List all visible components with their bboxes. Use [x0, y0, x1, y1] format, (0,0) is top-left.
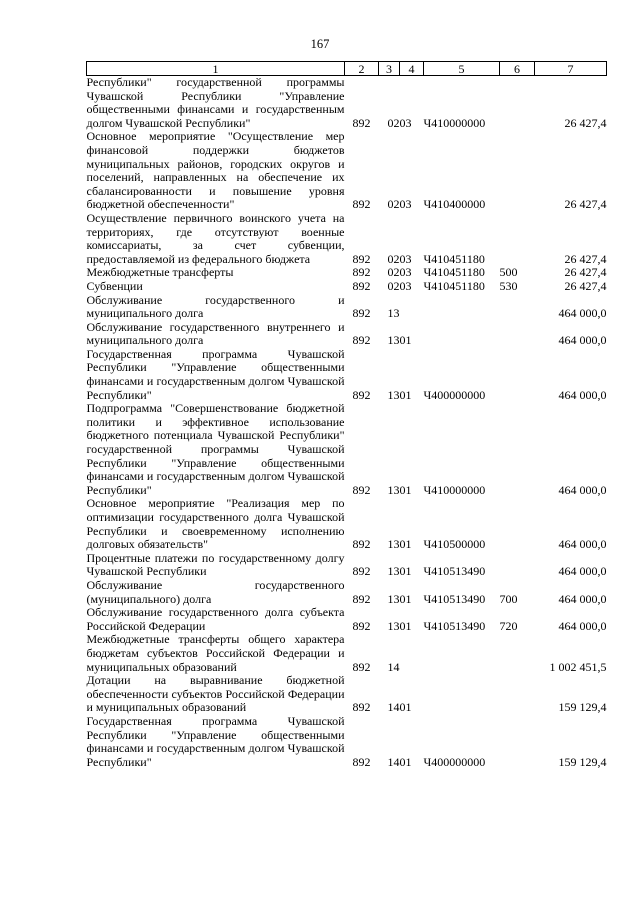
- row-amount: 464 000,0: [558, 618, 607, 633]
- row-name: Процентные платежи по государственному долгу Чувашской Республики: [86, 550, 345, 579]
- row-target-article: Ч410000000: [423, 482, 486, 497]
- row-name: Основное мероприятие "Реализация мер по оптимизации государственного долга Чувашской Республики и своевременному исполнению долговых обязательств": [86, 496, 345, 552]
- row-name: Субвенции: [86, 278, 143, 293]
- row-section-code: 13: [387, 591, 400, 606]
- header-col-1: 1: [87, 62, 345, 76]
- row-expense-type: [500, 552, 535, 579]
- table-row: [87, 606, 607, 633]
- row-subsection-code: 01: [399, 564, 412, 579]
- row-subsection-code: 03: [399, 251, 412, 266]
- row-section-code: 02: [387, 265, 400, 280]
- budget-table: [86, 61, 607, 769]
- table-row: [87, 497, 607, 551]
- header-col-4: 4: [400, 62, 424, 76]
- header-col-5: 5: [424, 62, 500, 76]
- row-target-article: [424, 294, 500, 321]
- table-row: [87, 130, 607, 212]
- row-expense-type: 720: [499, 618, 518, 633]
- row-name: Обслуживание государственного долга субъекта Российской Федерации: [86, 605, 345, 633]
- row-grbs-code: 892: [352, 306, 371, 321]
- row-subsection-code: 03: [399, 197, 412, 212]
- row-subsection-code: 01: [399, 591, 412, 606]
- header-col-3: 3: [379, 62, 400, 76]
- row-grbs-code: 892: [352, 115, 371, 130]
- table-row: [87, 402, 607, 497]
- row-target-article: Ч410400000: [423, 197, 486, 212]
- row-amount: 26 427,4: [564, 278, 607, 293]
- row-name: Дотации на выравнивание бюджетной обеспеченности субъектов Российской Федерации и муниципальных образований: [86, 673, 345, 715]
- row-target-article: [424, 633, 500, 674]
- row-expense-type: 500: [499, 265, 518, 280]
- row-name: Межбюджетные трансферты: [86, 265, 234, 280]
- row-amount: 26 427,4: [564, 265, 607, 280]
- row-expense-type: [500, 402, 535, 497]
- row-amount: 26 427,4: [564, 251, 607, 266]
- row-expense-type: [500, 633, 535, 674]
- header-col-7: 7: [535, 62, 607, 76]
- row-grbs-code: 892: [352, 537, 371, 552]
- row-amount: 464 000,0: [558, 564, 607, 579]
- table-row: [87, 321, 607, 348]
- row-grbs-code: 892: [352, 333, 371, 348]
- row-grbs-code: 892: [352, 278, 371, 293]
- row-subsection-code: 01: [399, 482, 412, 497]
- row-target-article: Ч410451180: [423, 265, 485, 280]
- header-col-6: 6: [500, 62, 535, 76]
- row-grbs-code: 892: [352, 564, 371, 579]
- row-grbs-code: 892: [352, 659, 371, 674]
- row-section-code: 14: [387, 659, 400, 674]
- row-amount: 159 129,4: [558, 700, 607, 715]
- row-section-code: 13: [387, 482, 400, 497]
- row-expense-type: [500, 212, 535, 266]
- row-amount: 464 000,0: [558, 387, 607, 402]
- row-grbs-code: 892: [352, 265, 371, 280]
- table-header-row: [87, 62, 607, 76]
- row-name: Обслуживание государственного и муниципального долга: [86, 292, 345, 321]
- row-target-article: Ч410513490: [423, 564, 486, 579]
- row-subsection-code: 01: [399, 700, 412, 715]
- table-row: [87, 76, 607, 131]
- row-section-code: 13: [387, 306, 400, 321]
- row-name: Государственная программа Чувашской Республики "Управление общественными финансами и государственным долгом Чувашской Республики": [86, 346, 345, 402]
- row-expense-type: [500, 674, 535, 715]
- row-subsection-code: 01: [399, 333, 412, 348]
- row-name: Обслуживание государственного внутреннего и муниципального долга: [86, 319, 345, 348]
- row-section-code: 13: [387, 618, 400, 633]
- row-amount: 464 000,0: [558, 333, 607, 348]
- table-row: [87, 212, 607, 266]
- row-expense-type: [500, 294, 535, 321]
- row-name: Обслуживание государственного (муниципального) долга: [86, 577, 345, 606]
- row-subsection-code: [400, 633, 424, 674]
- row-subsection-code: 01: [399, 387, 412, 402]
- row-name: Осуществление первичного воинского учета на территориях, где отсутствуют военные комиссариаты, за счет субвенции, предоставляемой из федерального бюджета: [86, 210, 345, 266]
- row-section-code: 13: [387, 537, 400, 552]
- row-grbs-code: 892: [352, 700, 371, 715]
- row-target-article: [424, 321, 500, 348]
- row-subsection-code: 03: [399, 115, 412, 130]
- row-name: Подпрограмма "Совершенствование бюджетной политики и эффективное использование бюджетного потенциала Чувашской Республики" государственной программы Чувашской Республики "Управление общественными финансами и государственным долгом Чувашской Республики": [86, 401, 345, 497]
- table-body: [87, 76, 607, 770]
- row-amount: 1 002 451,5: [549, 659, 607, 674]
- row-section-code: 13: [387, 333, 400, 348]
- row-amount: 26 427,4: [564, 197, 607, 212]
- row-grbs-code: 892: [352, 618, 371, 633]
- row-section-code: 13: [387, 564, 400, 579]
- table-row: [87, 348, 607, 402]
- row-target-article: [424, 674, 500, 715]
- row-amount: 26 427,4: [564, 115, 607, 130]
- row-section-code: 02: [387, 115, 400, 130]
- row-expense-type: [500, 348, 535, 402]
- table-row: [87, 715, 607, 769]
- row-expense-type: 700: [499, 591, 518, 606]
- row-target-article: Ч400000000: [423, 754, 486, 769]
- row-target-article: Ч410513490: [423, 591, 486, 606]
- table-row: [87, 552, 607, 579]
- page-number: 167: [310, 37, 330, 51]
- row-subsection-code: 03: [399, 265, 412, 280]
- row-section-code: 02: [387, 251, 400, 266]
- row-target-article: Ч400000000: [423, 387, 486, 402]
- header-col-2: 2: [345, 62, 379, 76]
- table-row: [87, 633, 607, 674]
- row-grbs-code: 892: [352, 754, 371, 769]
- row-grbs-code: 892: [352, 591, 371, 606]
- table-row: [87, 579, 607, 606]
- table-row: [87, 280, 607, 294]
- row-subsection-code: 01: [399, 618, 412, 633]
- row-subsection-code: 01: [399, 754, 412, 769]
- row-grbs-code: 892: [352, 197, 371, 212]
- row-target-article: Ч410500000: [423, 537, 486, 552]
- row-section-code: 02: [387, 197, 400, 212]
- row-subsection-code: 03: [399, 278, 412, 293]
- row-subsection-code: 01: [399, 537, 412, 552]
- row-amount: 464 000,0: [558, 482, 607, 497]
- row-expense-type: 530: [499, 278, 518, 293]
- row-name: Республики" государственной программы Чувашской Республики "Управление общественными финансами и государственным долгом Чувашской Республики": [86, 75, 345, 130]
- table-row: [87, 294, 607, 321]
- row-subsection-code: [400, 294, 424, 321]
- row-section-code: 14: [387, 700, 400, 715]
- table-row: [87, 674, 607, 715]
- row-amount: 464 000,0: [558, 306, 607, 321]
- row-target-article: Ч410451180: [423, 278, 485, 293]
- row-expense-type: [500, 130, 535, 212]
- row-expense-type: [500, 321, 535, 348]
- row-section-code: 13: [387, 387, 400, 402]
- row-expense-type: [500, 76, 535, 131]
- row-expense-type: [500, 497, 535, 551]
- row-name: Межбюджетные трансферты общего характера бюджетам субъектов Российской Федерации и муниципальных образований: [86, 632, 345, 674]
- row-amount: 159 129,4: [558, 754, 607, 769]
- row-section-code: 14: [387, 754, 400, 769]
- row-expense-type: [500, 715, 535, 769]
- row-target-article: Ч410451180: [423, 251, 485, 266]
- row-section-code: 02: [387, 278, 400, 293]
- row-grbs-code: 892: [352, 251, 371, 266]
- row-amount: 464 000,0: [558, 537, 607, 552]
- row-name: Основное мероприятие "Осуществление мер финансовой поддержки бюджетов муниципальных районов, городских округов и поселений, направленных на обеспечение их сбалансированности и повышение уровня бюджетной обеспеченности": [86, 129, 345, 212]
- row-amount: 464 000,0: [558, 591, 607, 606]
- row-name: Государственная программа Чувашской Республики "Управление общественными финансами и государственным долгом Чувашской Республики": [86, 713, 345, 769]
- row-target-article: Ч410513490: [423, 618, 486, 633]
- row-target-article: Ч410000000: [423, 115, 486, 130]
- row-grbs-code: 892: [352, 387, 371, 402]
- table-row: [87, 266, 607, 280]
- row-grbs-code: 892: [352, 482, 371, 497]
